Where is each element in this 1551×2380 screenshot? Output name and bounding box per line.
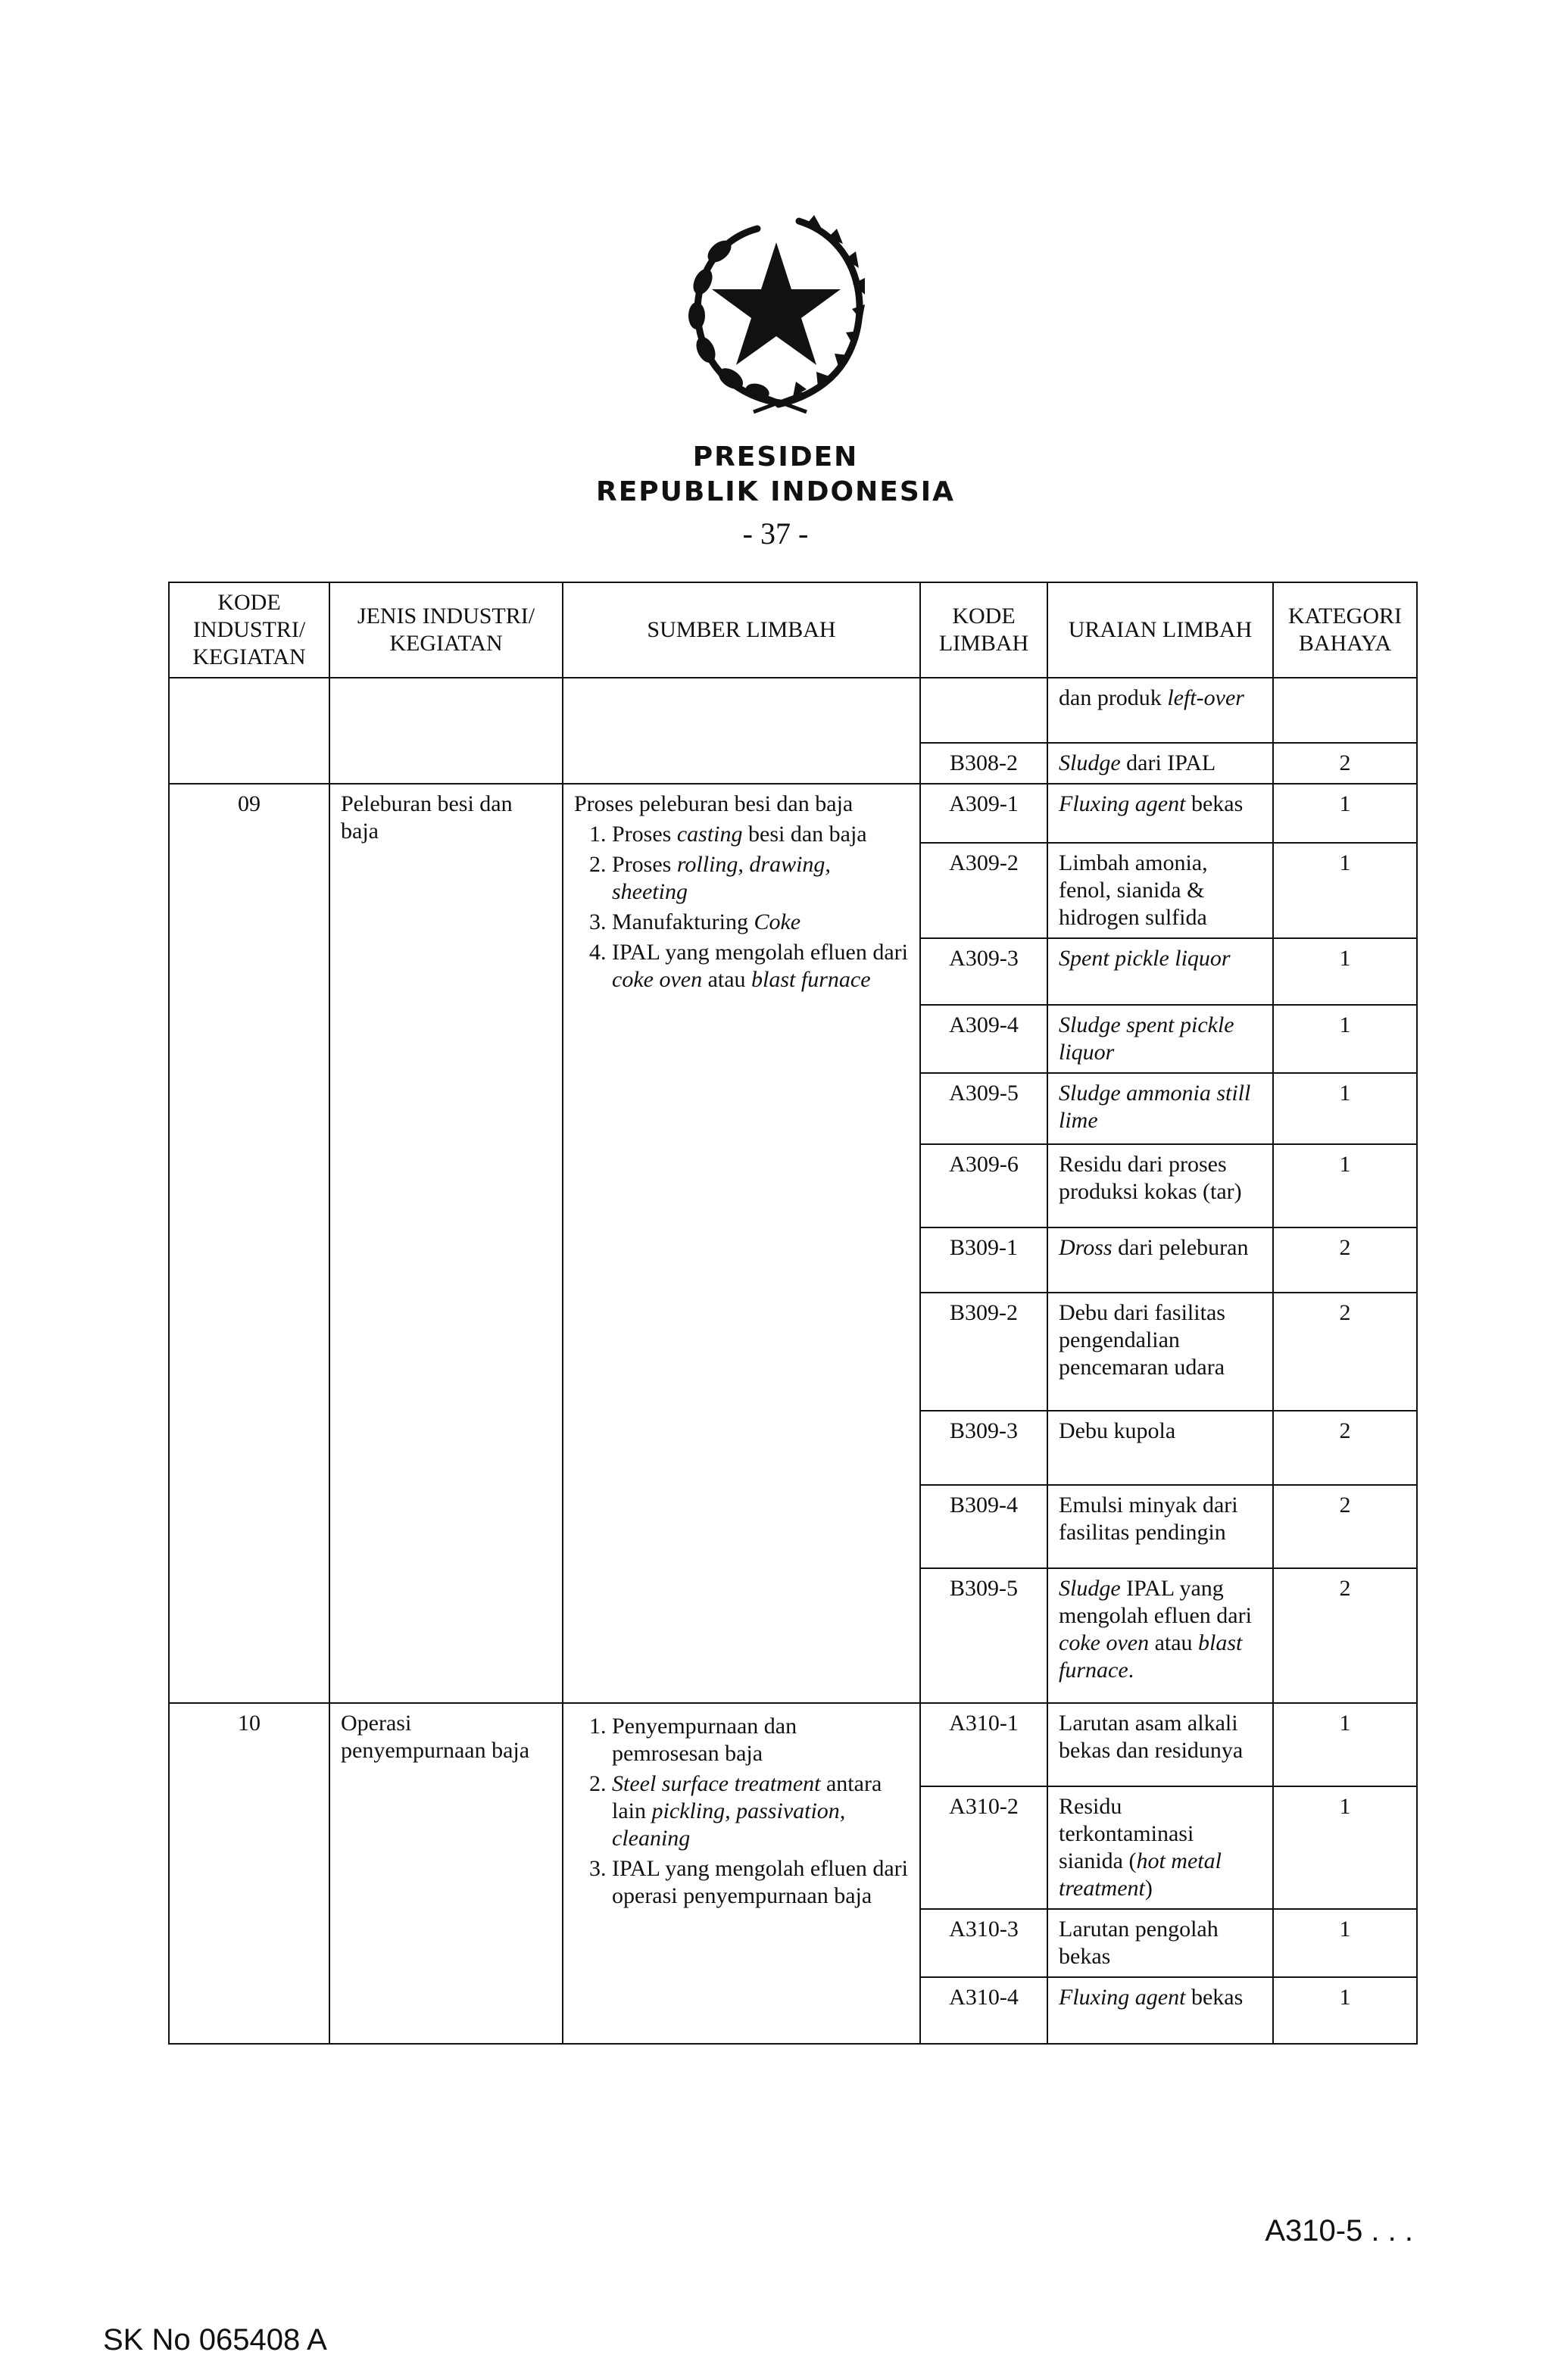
sumber-list [574,821,909,993]
jenis-industri-cell: Peleburan besi dan baja [329,784,563,1703]
uraian-cell: Emulsi minyak dari fasilitas pendingin [1047,1485,1273,1568]
kategori-cell: 1 [1273,843,1417,938]
kategori-cell: 1 [1273,1977,1417,2044]
kategori-cell: 1 [1273,1005,1417,1073]
kode-limbah-cell: A309-3 [920,938,1047,1005]
kode-limbah-cell: A310-4 [920,1977,1047,2044]
list-item: 3. Manufakturing Coke [612,909,909,936]
uraian-cell: Residu dari proses produksi kokas (tar) [1047,1144,1273,1227]
sumber-limbah-cell [563,784,920,1703]
sumber-list [574,1713,909,1910]
col-kategori-bahaya: KATEGORI BAHAYA [1273,582,1417,678]
uraian-cell: Spent pickle liquor [1047,938,1273,1005]
kode-limbah-cell: A309-2 [920,843,1047,938]
kode-limbah-cell: A310-2 [920,1786,1047,1909]
kategori-cell: 2 [1273,1227,1417,1293]
table-row [169,678,1417,743]
kode-limbah-cell: A309-5 [920,1073,1047,1144]
uraian-cell: Fluxing agent bekas [1047,784,1273,843]
kategori-cell: 2 [1273,743,1417,784]
kode-limbah-cell: A310-3 [920,1909,1047,1977]
uraian-cell: Fluxing agent bekas [1047,1977,1273,2044]
list-item: 3. IPAL yang mengolah efluen dari operasi penyempurnaan baja [612,1855,909,1910]
uraian-cell: Sludge dari IPAL [1047,743,1273,784]
sumber-limbah-cell [563,1703,920,2044]
list-item: 2. Steel surface treatment antara lain pickling, passivation, cleaning [612,1770,909,1852]
kategori-cell: 1 [1273,784,1417,843]
kode-industri-cell: 10 [169,1703,329,2044]
kode-limbah-cell: A309-4 [920,1005,1047,1073]
garuda-star-emblem [666,198,886,426]
uraian-cell: Larutan asam alkali bekas dan residunya [1047,1703,1273,1786]
kode-limbah-cell: A310-1 [920,1703,1047,1786]
kategori-cell: 1 [1273,1786,1417,1909]
kategori-cell: 1 [1273,1909,1417,1977]
uraian-cell: Residu terkontaminasi sianida (hot metal treatment) [1047,1786,1273,1909]
kode-industri-cell: 09 [169,784,329,1703]
col-kode-limbah: KODE LIMBAH [920,582,1047,678]
sumber-intro: Proses peleburan besi dan baja [574,791,854,816]
header-republik-indonesia: REPUBLIK INDONESIA [595,476,956,507]
kode-limbah-cell: B309-4 [920,1485,1047,1568]
page-number: - 37 - [742,516,809,551]
kode-limbah-cell: B309-3 [920,1411,1047,1485]
col-sumber-limbah: SUMBER LIMBAH [563,582,920,678]
kategori-cell: 2 [1273,1293,1417,1411]
uraian-cell: Sludge ammonia still lime [1047,1073,1273,1144]
list-item: 2. Proses rolling, drawing, sheeting [612,851,909,906]
document-footer: SK No 065408 A [103,2323,327,2357]
kode-limbah-cell: A309-6 [920,1144,1047,1227]
col-uraian-limbah: URAIAN LIMBAH [1047,582,1273,678]
table-header-row [169,582,1417,678]
uraian-cell: Debu kupola [1047,1411,1273,1485]
waste-table [168,582,1418,2045]
uraian-cell: Sludge IPAL yang mengolah efluen dari coke oven atau blast furnace. [1047,1568,1273,1703]
kode-limbah-cell: B308-2 [920,743,1047,784]
kategori-cell: 2 [1273,1568,1417,1703]
uraian-cell: Larutan pengolah bekas [1047,1909,1273,1977]
empty-cell [920,678,1047,743]
col-jenis-industri: JENIS INDUSTRI/ KEGIATAN [329,582,563,678]
empty-cell [563,678,920,784]
jenis-industri-cell: Operasi penyempurnaan baja [329,1703,563,2044]
table-row [169,1703,1417,1786]
kategori-cell: 1 [1273,1144,1417,1227]
list-item: 1. Penyempurnaan dan pemrosesan baja [612,1713,909,1767]
list-item: 4. IPAL yang mengolah efluen dari coke oven atau blast furnace [612,939,909,993]
empty-cell [169,678,329,784]
uraian-cell: Debu dari fasilitas pengendalian pencemaran udara [1047,1293,1273,1411]
kode-limbah-cell: B309-5 [920,1568,1047,1703]
kategori-cell: 1 [1273,1073,1417,1144]
uraian-cell: dan produk left-over [1047,678,1273,743]
list-item: 1. Proses casting besi dan baja [612,821,909,848]
kode-limbah-cell: B309-2 [920,1293,1047,1411]
kategori-cell: 2 [1273,1485,1417,1568]
col-kode-industri: KODE INDUSTRI/ KEGIATAN [169,582,329,678]
continuation-marker: A310-5 . . . [1265,2214,1413,2247]
kode-limbah-cell: A309-1 [920,784,1047,843]
empty-cell [329,678,563,784]
kategori-cell: 1 [1273,1703,1417,1786]
kategori-cell: 1 [1273,938,1417,1005]
empty-cell [1273,678,1417,743]
uraian-cell: Sludge spent pickle liquor [1047,1005,1273,1073]
table-row [169,784,1417,843]
uraian-cell: Limbah amonia, fenol, sianida & hidrogen sulfida [1047,843,1273,938]
kode-limbah-cell: B309-1 [920,1227,1047,1293]
header-presiden: PRESIDEN [692,441,859,473]
uraian-cell: Dross dari peleburan [1047,1227,1273,1293]
kategori-cell: 2 [1273,1411,1417,1485]
